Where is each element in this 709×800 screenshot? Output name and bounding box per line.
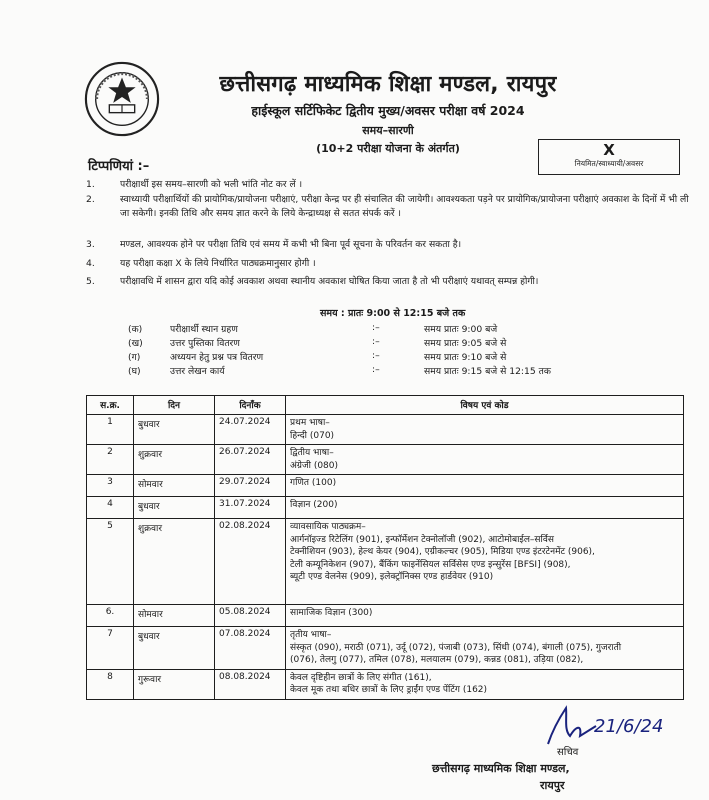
cell-date: 05.08.2024	[215, 605, 286, 627]
table-row	[87, 627, 684, 670]
subject-line: सामाजिक विज्ञान (300)	[290, 608, 373, 618]
signature-date: 21/6/24	[594, 716, 664, 737]
cell-serial: 4	[87, 497, 134, 519]
notes-title: टिप्पणियां :–	[88, 159, 150, 174]
cell-serial: 2	[87, 445, 134, 475]
table-row	[87, 445, 684, 475]
schedule-key: (ग)	[128, 352, 141, 363]
cell-day: बुधवार	[134, 627, 215, 670]
subject-line: व्यावसायिक पाठ्यक्रम–	[290, 522, 366, 532]
cell-date: 29.07.2024	[215, 475, 286, 497]
subject-line: गणित (100)	[290, 478, 337, 488]
subject-line: ब्यूटी एण्ड वेलनेस (909), इलेक्ट्रॉनिक्स एण्ड हार्डवेयर (910)	[290, 572, 494, 582]
cell-subject	[286, 497, 684, 519]
schedule-separator: :–	[372, 336, 380, 347]
cell-serial: 3	[87, 475, 134, 497]
note-text: मण्डल, आवश्यक होने पर परीक्षा तिथि एवं समय में कभी भी बिना पूर्व सूचना के परिवर्तन कर सकता है।	[120, 239, 462, 250]
board-title: छत्तीसगढ़ माध्यमिक शिक्षा मण्डल, रायपुर	[219, 72, 557, 97]
subject-line: तृतीय भाषा–	[290, 630, 332, 640]
cell-day: सोमवार	[134, 475, 215, 497]
schedule-row	[128, 322, 598, 336]
cell-subject	[286, 669, 684, 699]
cell-subject	[286, 605, 684, 627]
cell-day: शुक्रवार	[134, 519, 215, 605]
schedule-row	[128, 336, 598, 350]
schedule-separator: :–	[372, 350, 380, 361]
cell-day: सोमवार	[134, 605, 215, 627]
schedule-separator: :–	[372, 364, 380, 375]
subject-line: आर्गनॉइज्ड रिटेलिंग (901), इन्फॉर्मेशन टेक्नोलॉजी (902), आटोमोबाईल–सर्विस	[290, 534, 554, 545]
cell-serial: 6.	[87, 605, 134, 627]
document-type: समय–सारणी	[362, 124, 414, 137]
cell-subject	[286, 519, 684, 605]
schedule-time: समय प्रातः 9:00 बजे	[424, 324, 498, 335]
subject-line: केवल मूक तथा बधिर छात्रों के लिए ड्राईंग एण्ड पेंटिंग (162)	[290, 685, 488, 695]
table-row	[87, 519, 684, 605]
schedule-label: परीक्षार्थी स्थान ग्रहण	[170, 324, 238, 335]
cell-serial: 7	[87, 627, 134, 670]
cell-day: बुधवार	[134, 497, 215, 519]
header-date: दिनाँक	[215, 396, 286, 415]
table-row	[87, 497, 684, 519]
schedule-label: उत्तर लेखन कार्य	[170, 366, 225, 377]
subject-line: विज्ञान (200)	[290, 500, 338, 510]
header-subject: विषय एवं कोड	[286, 396, 684, 415]
subject-line: संस्कृत (090), मराठी (071), उर्दू (072), पंजाबी (073), सिंधी (074), बंगाली (075), गुजराती	[290, 642, 622, 653]
cell-day: बुधवार	[134, 415, 215, 445]
note-text: परीक्षार्थी इस समय–सारणी को भली भांति नोट कर लें ।	[120, 179, 303, 190]
note-text: स्वाध्यायी परीक्षार्थियों की प्रायोगिक/प्रायोजना परीक्षाएं, परीक्षा केन्द्र पर ही संचालित की जायेगी। आवश्यकता पड़ने पर प्रायोगिक/प्रायोजना परीक्षाएं अवकाश के दिनों में भी ली जा सकेगी। इनकी तिथि और समय ज्ञात करने के लिये केन्द्राध्यक्ष से सतत संपर्क करें ।	[120, 194, 689, 219]
schedule-time: समय प्रातः 9:05 बजे से	[424, 338, 507, 349]
cell-subject	[286, 475, 684, 497]
cell-date: 08.08.2024	[215, 669, 286, 699]
schedule-separator: :–	[372, 322, 380, 333]
table-row	[87, 669, 684, 699]
schedule-key: (क)	[128, 324, 143, 335]
signatory-city: रायपुर	[540, 779, 565, 792]
class-box	[538, 139, 680, 175]
schedule-label: उत्तर पुस्तिका वितरण	[170, 338, 240, 349]
schedule-time: समय प्रातः 9:10 बजे से	[424, 352, 507, 363]
note-text: परीक्षावधि में शासन द्वारा यदि कोई अवकाश अथवा स्थानीय अवकाश घोषित किया जाता है तो भी परीक्षाएं यथावत् सम्पन्न होगी।	[120, 276, 539, 287]
note-number: 5.	[86, 276, 95, 287]
subject-line: टेली कम्यूनिकेशन (907), बैंकिंग फाइनेंसियल सर्विसेस एण्ड इन्सुरेंस [BFSI] (908),	[290, 559, 571, 570]
candidate-categories: नियमित/स्वाध्यायी/अवसर	[574, 159, 644, 168]
table-row	[87, 605, 684, 627]
schedule-key: (ख)	[128, 338, 143, 349]
cell-date: 31.07.2024	[215, 497, 286, 519]
table-header-row	[87, 396, 684, 415]
subject-line: टेक्नीशियन (903), हेल्थ केयर (904), एग्रीकल्चर (905), मिडिया एण्ड इंटरटेनमेंट (906),	[290, 547, 595, 557]
note-text: यह परीक्षा कक्षा X के लिये निर्धारित पाठ्यक्रमानुसार होगी ।	[120, 258, 316, 269]
cell-date: 26.07.2024	[215, 445, 286, 475]
cell-subject	[286, 415, 684, 445]
table-row	[87, 475, 684, 497]
board-seal-icon	[83, 60, 161, 138]
note-number: 2.	[86, 194, 95, 205]
note-number: 3.	[86, 239, 95, 250]
cell-date: 24.07.2024	[215, 415, 286, 445]
schedule-time: समय प्रातः 9:15 बजे से 12:15 तक	[424, 366, 551, 377]
exam-timetable	[86, 395, 684, 700]
signatory-org: छत्तीसगढ़ माध्यमिक शिक्षा मण्डल,	[432, 762, 570, 775]
cell-day: गुरूवार	[134, 669, 215, 699]
subject-line: प्रथम भाषा–	[290, 418, 330, 428]
subject-line: केवल दृष्टिहीन छात्रों के लिए संगीत (161),	[290, 672, 432, 683]
note-number: 4.	[86, 258, 95, 269]
cell-serial: 1	[87, 415, 134, 445]
class-label: X	[603, 141, 615, 159]
schedule-key: (घ)	[128, 366, 141, 377]
cell-serial: 5	[87, 519, 134, 605]
schedule-row	[128, 364, 598, 378]
cell-date: 02.08.2024	[215, 519, 286, 605]
subject-line: द्वितीय भाषा–	[290, 448, 334, 458]
cell-serial: 8	[87, 669, 134, 699]
header-day: दिन	[134, 396, 215, 415]
schedule-row	[128, 350, 598, 364]
cell-date: 07.08.2024	[215, 627, 286, 670]
subject-line: अंग्रेजी (080)	[290, 460, 339, 471]
subject-line: हिन्दी (070)	[290, 430, 335, 441]
exam-scheme: (10+2 परीक्षा योजना के अंतर्गत)	[316, 142, 460, 155]
designation: सचिव	[557, 747, 579, 758]
header-serial: स.क्र.	[87, 396, 134, 415]
exam-subtitle: हाईस्कूल सर्टिफिकेट द्वितीय मुख्य/अवसर परीक्षा वर्ष 2024	[251, 103, 525, 118]
schedule-label: अध्ययन हेतु प्रश्न पत्र वितरण	[170, 352, 264, 363]
cell-subject	[286, 627, 684, 670]
table-row	[87, 415, 684, 445]
exam-timing: समय : प्रातः 9:00 से 12:15 बजे तक	[320, 308, 466, 319]
cell-day: शुक्रवार	[134, 445, 215, 475]
cell-subject	[286, 445, 684, 475]
subject-line: (076), तेलगु (077), तमिल (078), मलयालम (079), कन्नड (081), उड़िया (082),	[290, 655, 584, 665]
note-number: 1.	[86, 179, 95, 190]
